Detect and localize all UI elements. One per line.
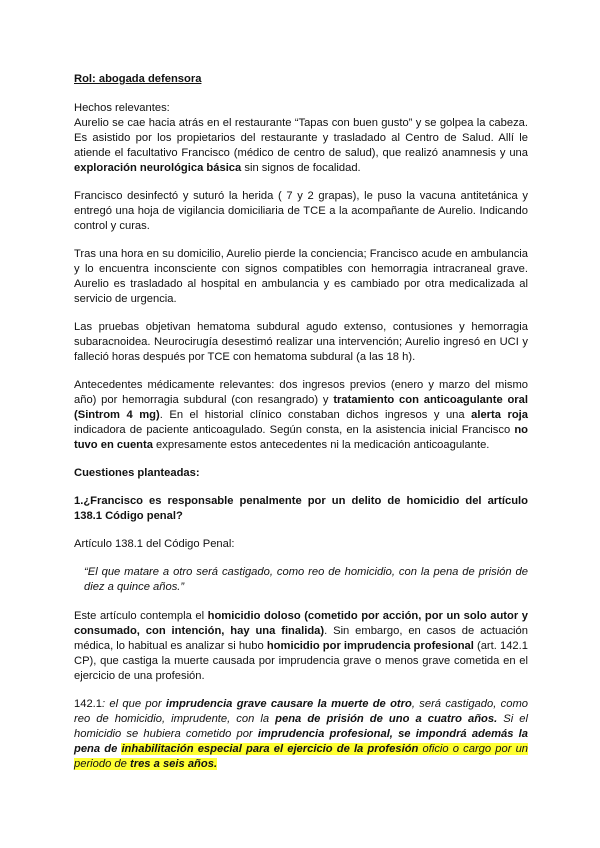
article-quote: “El que matare a otro será castigado, como reo de homicidio, con la pena de prisión de diez a quince años.”	[84, 566, 528, 593]
facts-paragraph-3: Tras una hora en su domicilio, Aurelio pierde la conciencia; Francisco acude en ambulancia y lo encuentra inconsciente con signos compatibles con hemorragia intracraneal grave. Aurelio es trasladado al hospital en ambulancia y es cambiado por otra medicalizada al servicio de urgencia.	[74, 248, 528, 305]
question-1: 1.¿Francisco es responsable penalmente por un delito de homicidio del artículo 138.1 Código penal?	[74, 495, 528, 522]
article-142-text: 142.1: el que por imprudencia grave causare la muerte de otro, será castigado, como reo de homicidio, imprudente, con la pena de prisión de uno a cuatro años. Si el homicidio se hubiera cometido por imprudencia profesional, se impondrá además la pena de inhabilitación especial para el ejercicio de la profesión oficio o cargo por un periodo de tres a seis años.	[74, 698, 529, 770]
article-label: Artículo 138.1 del Código Penal:	[74, 538, 235, 550]
document-page	[74, 72, 528, 772]
analysis-paragraph: Este artículo contempla el homicidio doloso (cometido por acción, por un solo autor y consumado, con intención, hay una finalida). Sin embargo, en casos de actuación médica, lo habitual es analizar si hubo homicidio por imprudencia profesional (art. 142.1 CP), que castiga la muerte causada por imprudencia grave o menos grave cometida en el ejercicio de una profesión.	[74, 610, 528, 682]
facts-paragraph-2: Francisco desinfectó y suturó la herida ( 7 y 2 grapas), le puso la vacuna antitetánica y entregó una hoja de vigilancia domiciliaria de TCE a la acompañante de Aurelio. Indicando control y curas.	[74, 190, 528, 232]
questions-heading: Cuestiones planteadas:	[74, 467, 200, 479]
highlighted-phrase: inhabilitación especial para el ejercicio de la profesión	[121, 743, 419, 755]
facts-paragraph-1: Aurelio se cae hacia atrás en el restaurante “Tapas con buen gusto” y se golpea la cabeza. Es asistido por los propietarios del restaurante y trasladado al Centro de Salud. Allí le atiende el facultativo Francisco (médico de centro de salud), que realizó anamnesis y una exploración neurológica básica sin signos de focalidad.	[74, 117, 528, 174]
facts-paragraph-4: Las pruebas objetivan hematoma subdural agudo extenso, contusiones y hemorragia subaracnoidea. Neurocirugía desestimó realizar una intervención; Aurelio ingresó en UCI y falleció horas después por TCE con hematoma subdural (a las 18 h).	[74, 321, 528, 363]
facts-heading: Hechos relevantes:	[74, 102, 170, 114]
bold-phrase: exploración neurológica básica	[74, 162, 242, 174]
role-title: Rol: abogada defensora	[74, 73, 202, 85]
facts-paragraph-5: Antecedentes médicamente relevantes: dos ingresos previos (enero y marzo del mismo año) por hemorragia subdural (con resangrado) y tratamiento con anticoagulante oral (Sintrom 4 mg). En el historial clínico constaban dichos ingresos y una alerta roja indicadora de paciente anticoagulado. Según consta, en la asistencia inicial Francisco no tuvo en cuenta expresamente estos antecedentes ni la medicación anticoagulante.	[74, 379, 529, 451]
